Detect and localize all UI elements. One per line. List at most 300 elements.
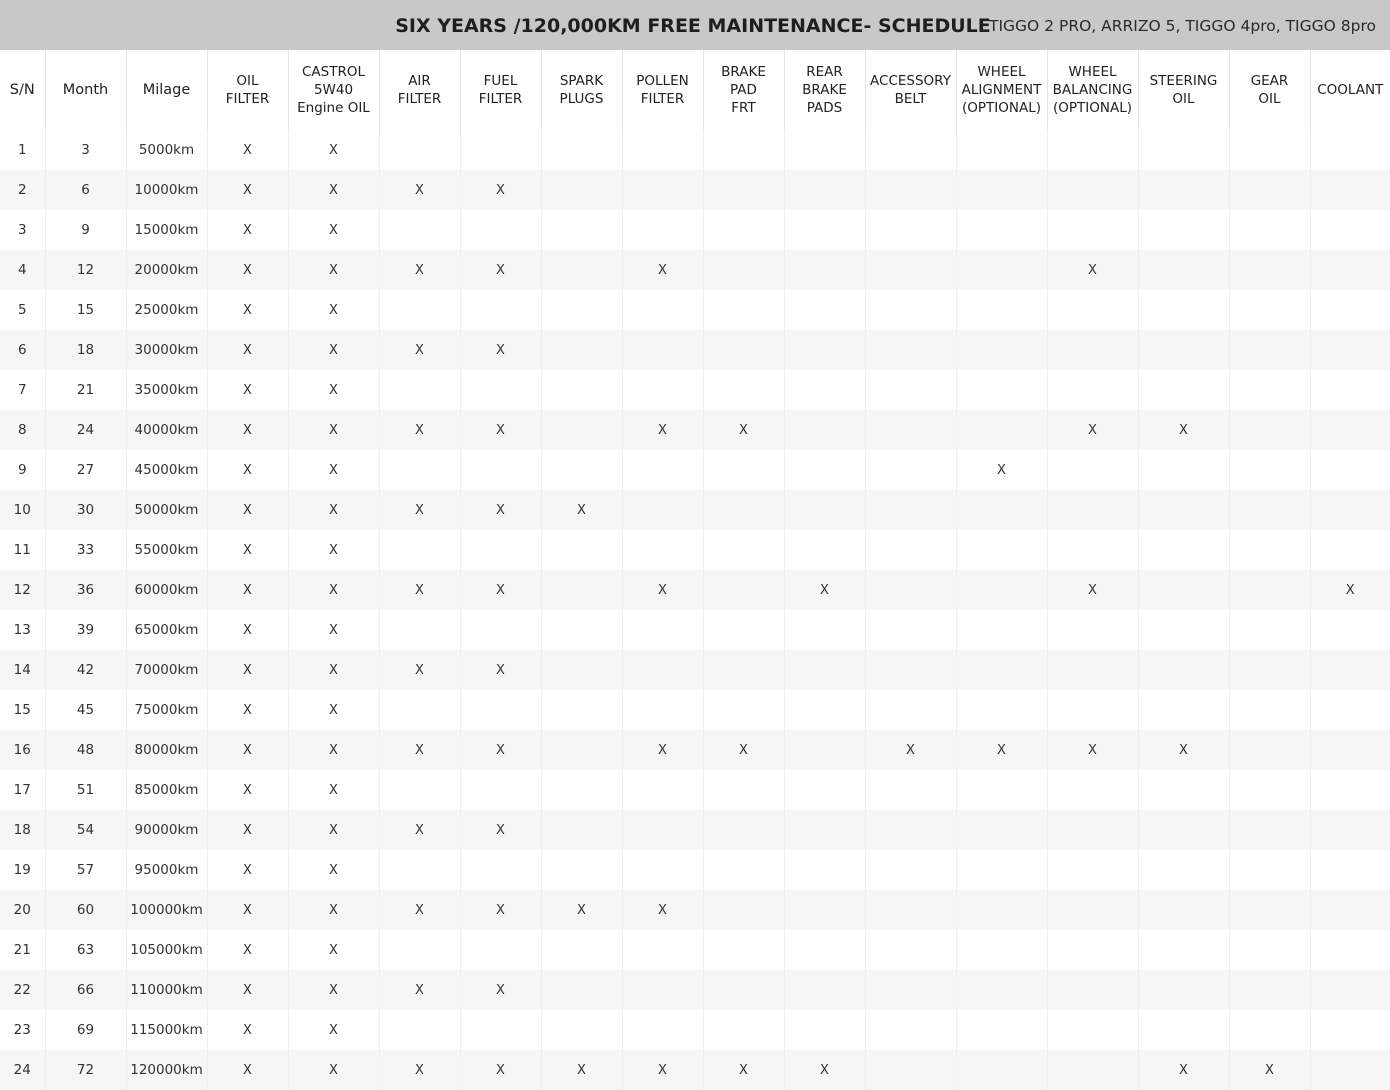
table-row — [0, 210, 1390, 250]
service-mark-cell: X — [460, 330, 541, 370]
service-mark-cell — [1310, 250, 1390, 290]
table-cell: 18 — [13, 822, 31, 838]
table-row — [0, 890, 1390, 930]
service-mark-cell — [1047, 1010, 1138, 1050]
service-mark-cell: X — [703, 730, 784, 770]
service-mark-cell — [703, 770, 784, 810]
column-header: ACCESSORY BELT — [865, 50, 956, 130]
table-cell: 30000km — [126, 330, 207, 370]
service-mark-cell — [1047, 330, 1138, 370]
service-mark-cell — [956, 170, 1047, 210]
service-mark-cell — [460, 770, 541, 810]
service-mark-cell: X — [288, 290, 379, 330]
service-mark-cell: X — [460, 810, 541, 850]
service-mark-cell — [541, 650, 622, 690]
column-header: BRAKE PAD FRT — [703, 50, 784, 130]
service-mark-cell — [956, 1050, 1047, 1090]
service-mark-cell: X — [207, 1010, 288, 1050]
service-mark-cell: X — [288, 450, 379, 490]
table-cell: 48 — [45, 730, 126, 770]
service-mark-cell — [1310, 130, 1390, 170]
table-cell: 14 — [13, 662, 31, 678]
table-cell: 22 — [13, 982, 31, 998]
service-mark-cell — [1138, 170, 1229, 210]
service-mark-cell — [622, 810, 703, 850]
table-cell: 54 — [45, 810, 126, 850]
table-row — [0, 1010, 1390, 1050]
service-mark-cell: X — [379, 170, 460, 210]
service-mark-cell: X — [460, 730, 541, 770]
service-mark-cell — [622, 170, 703, 210]
service-mark-cell — [956, 770, 1047, 810]
service-mark-cell — [1138, 370, 1229, 410]
service-mark-cell: X — [207, 690, 288, 730]
service-mark-cell — [1047, 490, 1138, 530]
table-cell: 2 — [17, 182, 27, 198]
table-row — [0, 130, 1390, 170]
service-mark-cell — [622, 210, 703, 250]
service-mark-cell — [1229, 930, 1310, 970]
service-mark-cell — [865, 810, 956, 850]
service-mark-cell — [541, 610, 622, 650]
service-mark-cell — [784, 810, 865, 850]
service-mark-cell — [1138, 850, 1229, 890]
service-mark-cell — [865, 170, 956, 210]
service-mark-cell — [703, 930, 784, 970]
vehicle-models: TIGGO 2 PRO, ARRIZO 5, TIGGO 4pro, TIGGO 8pro — [989, 17, 1376, 35]
service-mark-cell — [956, 410, 1047, 450]
service-mark-cell — [1047, 930, 1138, 970]
service-mark-cell — [1310, 290, 1390, 330]
service-mark-cell: X — [460, 570, 541, 610]
service-mark-cell — [541, 1010, 622, 1050]
service-mark-cell — [703, 530, 784, 570]
service-mark-cell: X — [460, 650, 541, 690]
service-mark-cell: X — [379, 250, 460, 290]
table-row — [0, 1050, 1390, 1090]
table-cell: 10000km — [126, 170, 207, 210]
table-cell: 21 — [45, 370, 126, 410]
service-mark-cell — [865, 130, 956, 170]
service-mark-cell — [622, 610, 703, 650]
table-cell: 21 — [13, 942, 31, 958]
service-mark-cell — [1138, 650, 1229, 690]
service-mark-cell: X — [622, 250, 703, 290]
service-mark-cell: X — [207, 130, 288, 170]
column-header: REAR BRAKE PADS — [784, 50, 865, 130]
service-mark-cell — [703, 250, 784, 290]
service-mark-cell — [703, 450, 784, 490]
service-mark-cell — [865, 250, 956, 290]
table-cell: 16 — [13, 742, 31, 758]
service-mark-cell — [865, 690, 956, 730]
service-mark-cell — [1310, 1010, 1390, 1050]
table-header — [0, 50, 1390, 130]
column-header: STEERING OIL — [1138, 50, 1229, 130]
table-cell: 8 — [17, 422, 27, 438]
service-mark-cell — [1138, 810, 1229, 850]
service-mark-cell — [784, 610, 865, 650]
table-cell: 4 — [17, 262, 27, 278]
column-header: AIR FILTER — [379, 50, 460, 130]
service-mark-cell — [1229, 530, 1310, 570]
service-mark-cell — [865, 650, 956, 690]
service-mark-cell — [541, 690, 622, 730]
service-mark-cell: X — [1138, 730, 1229, 770]
service-mark-cell — [784, 730, 865, 770]
service-mark-cell: X — [207, 530, 288, 570]
service-mark-cell — [1047, 650, 1138, 690]
table-cell: 65000km — [126, 610, 207, 650]
service-mark-cell — [541, 330, 622, 370]
table-cell: 6 — [45, 170, 126, 210]
service-mark-cell — [956, 650, 1047, 690]
service-mark-cell — [865, 450, 956, 490]
service-mark-cell: X — [460, 170, 541, 210]
service-mark-cell — [460, 130, 541, 170]
service-mark-cell — [1229, 730, 1310, 770]
service-mark-cell: X — [460, 1050, 541, 1090]
service-mark-cell: X — [1138, 1050, 1229, 1090]
table-row — [0, 290, 1390, 330]
service-mark-cell: X — [207, 290, 288, 330]
service-mark-cell — [703, 370, 784, 410]
table-cell: 69 — [45, 1010, 126, 1050]
service-mark-cell: X — [622, 570, 703, 610]
service-mark-cell — [1047, 770, 1138, 810]
table-row — [0, 930, 1390, 970]
service-mark-cell — [622, 370, 703, 410]
service-mark-cell: X — [207, 810, 288, 850]
service-mark-cell — [703, 570, 784, 610]
service-mark-cell — [703, 810, 784, 850]
service-mark-cell — [703, 610, 784, 650]
service-mark-cell — [784, 330, 865, 370]
service-mark-cell: X — [1047, 250, 1138, 290]
service-mark-cell — [622, 970, 703, 1010]
service-mark-cell: X — [288, 810, 379, 850]
service-mark-cell: X — [379, 730, 460, 770]
service-mark-cell — [622, 450, 703, 490]
service-mark-cell: X — [207, 850, 288, 890]
service-mark-cell: X — [288, 330, 379, 370]
service-mark-cell — [1138, 450, 1229, 490]
service-mark-cell: X — [207, 490, 288, 530]
service-mark-cell — [1047, 1050, 1138, 1090]
service-mark-cell — [865, 290, 956, 330]
service-mark-cell — [379, 1010, 460, 1050]
table-cell: 90000km — [126, 810, 207, 850]
service-mark-cell — [622, 850, 703, 890]
table-row — [0, 250, 1390, 290]
service-mark-cell: X — [288, 970, 379, 1010]
service-mark-cell — [379, 610, 460, 650]
service-mark-cell: X — [622, 730, 703, 770]
service-mark-cell — [1229, 850, 1310, 890]
table-cell: 9 — [45, 210, 126, 250]
table-cell: 55000km — [126, 530, 207, 570]
column-header: GEAR OIL — [1229, 50, 1310, 130]
table-cell: 33 — [45, 530, 126, 570]
service-mark-cell — [622, 330, 703, 370]
service-mark-cell — [1229, 290, 1310, 330]
service-mark-cell: X — [288, 850, 379, 890]
service-mark-cell — [784, 930, 865, 970]
service-mark-cell: X — [622, 890, 703, 930]
service-mark-cell — [460, 1010, 541, 1050]
service-mark-cell — [1310, 530, 1390, 570]
service-mark-cell — [379, 370, 460, 410]
service-mark-cell — [1047, 210, 1138, 250]
service-mark-cell — [379, 210, 460, 250]
service-mark-cell — [703, 850, 784, 890]
table-cell: 105000km — [126, 930, 207, 970]
table-cell: 110000km — [126, 970, 207, 1010]
service-mark-cell — [1229, 130, 1310, 170]
service-mark-cell — [784, 370, 865, 410]
service-mark-cell: X — [379, 890, 460, 930]
column-header: COOLANT — [1310, 50, 1390, 130]
page-title: SIX YEARS /120,000KM FREE MAINTENANCE- SCHEDULE — [395, 15, 991, 37]
service-mark-cell — [1229, 170, 1310, 210]
service-mark-cell — [956, 970, 1047, 1010]
service-mark-cell — [956, 810, 1047, 850]
table-row — [0, 330, 1390, 370]
table-cell: 3 — [45, 130, 126, 170]
service-mark-cell: X — [1310, 570, 1390, 610]
table-row — [0, 450, 1390, 490]
service-mark-cell: X — [288, 1050, 379, 1090]
service-mark-cell — [703, 130, 784, 170]
table-cell: 45000km — [126, 450, 207, 490]
service-mark-cell — [1229, 770, 1310, 810]
service-mark-cell — [1310, 810, 1390, 850]
service-mark-cell: X — [379, 330, 460, 370]
service-mark-cell: X — [379, 810, 460, 850]
service-mark-cell — [1047, 450, 1138, 490]
service-mark-cell: X — [541, 1050, 622, 1090]
service-mark-cell — [703, 330, 784, 370]
table-cell: 12 — [45, 250, 126, 290]
table-cell: 13 — [13, 622, 31, 638]
service-mark-cell — [460, 850, 541, 890]
column-header: POLLEN FILTER — [622, 50, 703, 130]
service-mark-cell — [541, 250, 622, 290]
service-mark-cell — [379, 930, 460, 970]
table-cell: 51 — [45, 770, 126, 810]
service-mark-cell — [784, 410, 865, 450]
service-mark-cell — [784, 290, 865, 330]
service-mark-cell: X — [207, 650, 288, 690]
service-mark-cell — [541, 210, 622, 250]
table-row — [0, 530, 1390, 570]
service-mark-cell — [1047, 850, 1138, 890]
service-mark-cell: X — [379, 410, 460, 450]
service-mark-cell — [541, 810, 622, 850]
service-mark-cell — [541, 130, 622, 170]
table-cell: 24 — [13, 1062, 31, 1078]
service-mark-cell — [1138, 690, 1229, 730]
service-mark-cell — [622, 1010, 703, 1050]
service-mark-cell — [784, 850, 865, 890]
column-header: S/N — [9, 82, 35, 98]
service-mark-cell — [460, 690, 541, 730]
table-row — [0, 850, 1390, 890]
service-mark-cell — [1229, 650, 1310, 690]
service-mark-cell — [784, 690, 865, 730]
service-mark-cell — [703, 970, 784, 1010]
table-cell: 35000km — [126, 370, 207, 410]
service-mark-cell — [1138, 290, 1229, 330]
column-header: SPARK PLUGS — [541, 50, 622, 130]
table-cell: 85000km — [126, 770, 207, 810]
service-mark-cell — [703, 690, 784, 730]
service-mark-cell — [1138, 250, 1229, 290]
service-mark-cell — [1310, 1050, 1390, 1090]
table-cell: 66 — [45, 970, 126, 1010]
service-mark-cell — [541, 290, 622, 330]
service-mark-cell: X — [288, 370, 379, 410]
service-mark-cell — [956, 130, 1047, 170]
service-mark-cell: X — [379, 1050, 460, 1090]
table-cell: 9 — [17, 462, 27, 478]
table-cell: 60 — [45, 890, 126, 930]
service-mark-cell: X — [956, 730, 1047, 770]
service-mark-cell — [865, 770, 956, 810]
table-cell: 40000km — [126, 410, 207, 450]
service-mark-cell — [1229, 250, 1310, 290]
service-mark-cell — [1047, 530, 1138, 570]
service-mark-cell — [1229, 610, 1310, 650]
service-mark-cell — [956, 690, 1047, 730]
service-mark-cell — [622, 530, 703, 570]
service-mark-cell: X — [1047, 570, 1138, 610]
service-mark-cell — [703, 650, 784, 690]
service-mark-cell — [379, 450, 460, 490]
service-mark-cell — [541, 410, 622, 450]
table-cell: 6 — [17, 342, 27, 358]
service-mark-cell: X — [207, 890, 288, 930]
service-mark-cell — [784, 490, 865, 530]
service-mark-cell — [956, 290, 1047, 330]
service-mark-cell: X — [288, 930, 379, 970]
service-mark-cell — [622, 690, 703, 730]
service-mark-cell: X — [207, 930, 288, 970]
service-mark-cell — [460, 370, 541, 410]
table-row — [0, 490, 1390, 530]
column-header: OIL FILTER — [207, 50, 288, 130]
table-cell: 5000km — [126, 130, 207, 170]
service-mark-cell — [703, 1010, 784, 1050]
service-mark-cell — [703, 170, 784, 210]
table-cell: 1 — [17, 142, 27, 158]
service-mark-cell — [1310, 650, 1390, 690]
service-mark-cell — [622, 490, 703, 530]
service-mark-cell — [379, 690, 460, 730]
table-body — [0, 130, 1390, 1090]
table-cell: 20000km — [126, 250, 207, 290]
table-cell: 19 — [13, 862, 31, 878]
service-mark-cell — [1310, 410, 1390, 450]
service-mark-cell — [379, 130, 460, 170]
service-mark-cell — [865, 1050, 956, 1090]
service-mark-cell — [865, 970, 956, 1010]
service-mark-cell: X — [288, 570, 379, 610]
table-cell: 39 — [45, 610, 126, 650]
service-mark-cell: X — [703, 1050, 784, 1090]
service-mark-cell — [865, 1010, 956, 1050]
service-mark-cell — [956, 850, 1047, 890]
service-mark-cell — [1047, 170, 1138, 210]
service-mark-cell — [541, 170, 622, 210]
service-mark-cell: X — [1047, 410, 1138, 450]
service-mark-cell: X — [288, 650, 379, 690]
service-mark-cell: X — [622, 410, 703, 450]
table-cell: 20 — [13, 902, 31, 918]
service-mark-cell — [865, 890, 956, 930]
service-mark-cell — [1229, 810, 1310, 850]
service-mark-cell — [1138, 890, 1229, 930]
title-bar — [0, 0, 1390, 50]
service-mark-cell — [1229, 330, 1310, 370]
service-mark-cell: X — [460, 890, 541, 930]
service-mark-cell — [1229, 570, 1310, 610]
table-cell: 50000km — [126, 490, 207, 530]
service-mark-cell: X — [288, 610, 379, 650]
service-mark-cell — [865, 570, 956, 610]
service-mark-cell: X — [541, 490, 622, 530]
table-row — [0, 770, 1390, 810]
service-mark-cell: X — [460, 490, 541, 530]
service-mark-cell — [1310, 450, 1390, 490]
service-mark-cell: X — [541, 890, 622, 930]
table-cell: 75000km — [126, 690, 207, 730]
service-mark-cell: X — [956, 450, 1047, 490]
service-mark-cell — [1310, 170, 1390, 210]
column-header: WHEEL BALANCING (OPTIONAL) — [1047, 50, 1138, 130]
service-mark-cell — [460, 610, 541, 650]
service-mark-cell — [1310, 970, 1390, 1010]
service-mark-cell — [956, 1010, 1047, 1050]
column-header: Month — [45, 50, 126, 130]
table-cell: 7 — [17, 382, 27, 398]
table-cell: 95000km — [126, 850, 207, 890]
service-mark-cell — [1310, 210, 1390, 250]
service-mark-cell — [541, 770, 622, 810]
service-mark-cell — [1310, 490, 1390, 530]
table-cell: 60000km — [126, 570, 207, 610]
service-mark-cell — [956, 330, 1047, 370]
service-mark-cell: X — [207, 450, 288, 490]
service-mark-cell — [1229, 690, 1310, 730]
table-cell: 100000km — [126, 890, 207, 930]
table-cell: 72 — [45, 1050, 126, 1090]
service-mark-cell — [784, 450, 865, 490]
table-cell: 18 — [45, 330, 126, 370]
service-mark-cell — [784, 250, 865, 290]
service-mark-cell — [1047, 890, 1138, 930]
service-mark-cell — [1047, 810, 1138, 850]
service-mark-cell — [865, 210, 956, 250]
service-mark-cell: X — [1047, 730, 1138, 770]
service-mark-cell: X — [622, 1050, 703, 1090]
service-mark-cell — [1138, 930, 1229, 970]
service-mark-cell: X — [207, 770, 288, 810]
service-mark-cell — [1138, 210, 1229, 250]
service-mark-cell — [784, 890, 865, 930]
service-mark-cell — [1047, 370, 1138, 410]
service-mark-cell: X — [784, 1050, 865, 1090]
